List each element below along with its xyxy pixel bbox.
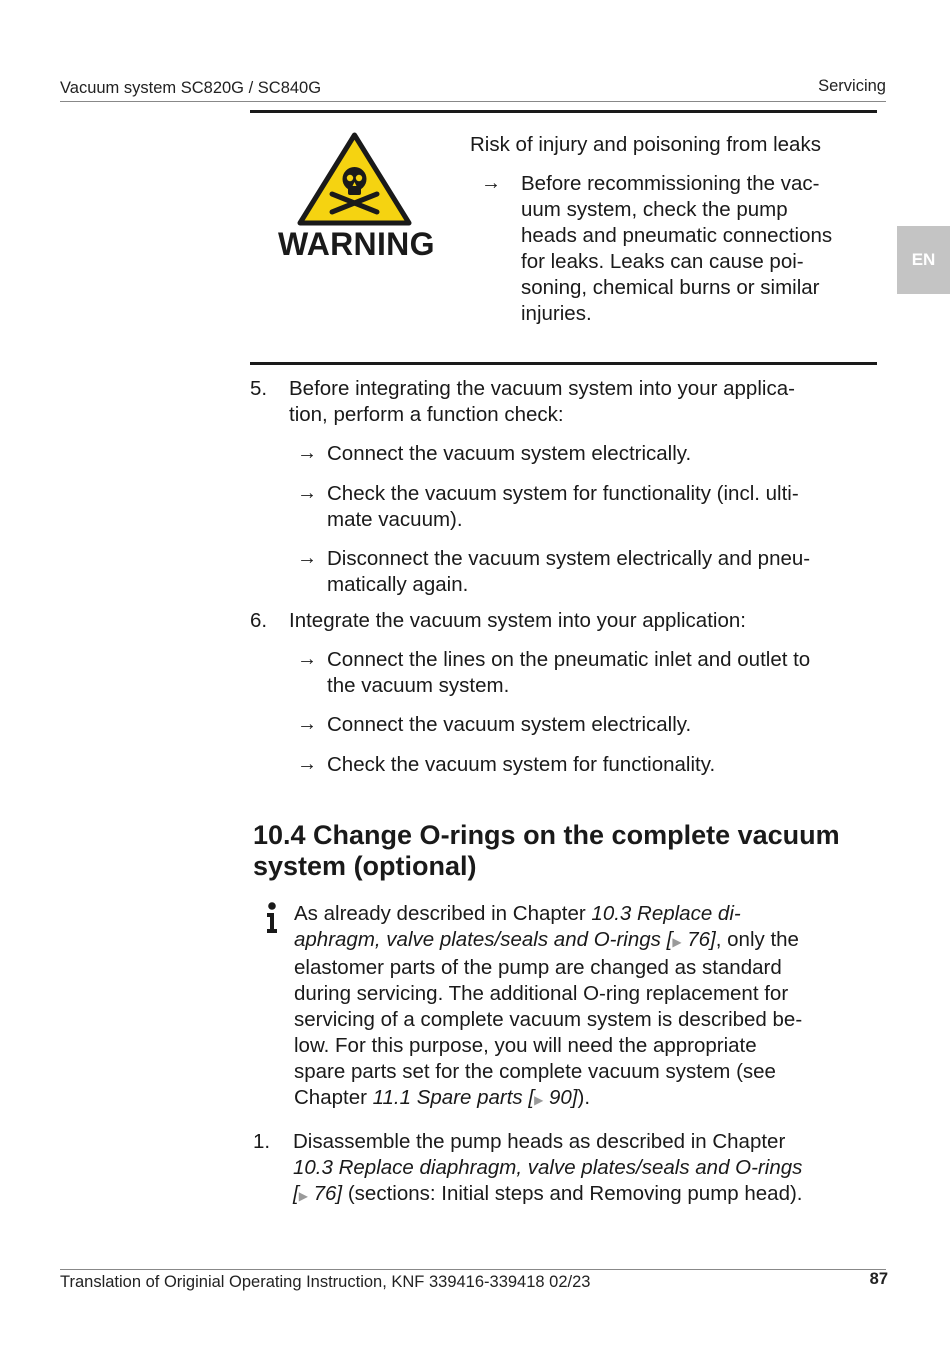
language-tab: EN [897, 226, 950, 294]
chapter-ref: aphragm, valve plates/seals and O-rings [ [294, 928, 673, 951]
info-text [294, 901, 874, 1113]
page-number: 87 [869, 1270, 888, 1288]
section-heading: 10.4 Change O-rings on the complete vacuum [253, 820, 840, 850]
substep-text: Connect the vacuum system electrically. [327, 713, 692, 736]
step-line: Disassemble the pump heads as described in Chapter [293, 1130, 786, 1153]
info-line [294, 1085, 874, 1113]
substep-text: Connect the lines on the pneumatic inlet and outlet to [327, 648, 811, 671]
warning-line: uum system, check the pump [521, 198, 788, 221]
warning-label: WARNING [278, 226, 435, 262]
page-ref-icon: ▶ [534, 1093, 544, 1107]
warning-line: soning, chemical burns or similar [521, 276, 820, 299]
substep-text: mate vacuum). [327, 508, 463, 531]
info-line: elastomer parts of the pump are changed as standard [294, 956, 782, 979]
chapter-ref: [ [293, 1182, 299, 1205]
text-run: Chapter [294, 1086, 373, 1109]
substep-text: matically again. [327, 573, 469, 596]
warning-line: injuries. [521, 302, 592, 325]
step-text: tion, perform a function check: [289, 403, 564, 426]
info-icon [264, 902, 280, 934]
substep-text: Check the vacuum system for functionality. [327, 753, 716, 776]
chapter-ref: 10.3 Replace diaphragm, valve plates/seals and O-rings [293, 1156, 803, 1179]
page-ref-icon: ▶ [298, 1189, 308, 1203]
arrow-icon: → [297, 547, 317, 569]
warning-line: Before recommissioning the vac- [521, 172, 820, 195]
info-line [294, 927, 874, 955]
text-run: (sections: Initial steps and Removing pump head). [342, 1182, 803, 1205]
arrow-icon: → [297, 713, 317, 735]
chapter-ref: 11.1 Spare parts [ [372, 1086, 535, 1109]
step-text: Integrate the vacuum system into your application: [289, 609, 746, 632]
page-ref-icon: ▶ [672, 935, 682, 949]
info-line: servicing of a complete vacuum system is described be- [294, 1008, 803, 1031]
arrow-icon: → [297, 482, 317, 504]
warning-title: Risk of injury and poisoning from leaks [470, 133, 821, 156]
warning-line: for leaks. Leaks can cause poi- [521, 250, 804, 273]
page-ref: 76] [307, 1182, 343, 1205]
step-number: 5. [250, 377, 268, 400]
info-line [294, 901, 874, 927]
info-line: low. For this purpose, you will need the appropriate [294, 1034, 757, 1057]
step-text: Before integrating the vacuum system into your applica- [289, 377, 795, 400]
footer-rule [60, 1269, 886, 1270]
substep-text: the vacuum system. [327, 674, 510, 697]
info-line: spare parts set for the complete vacuum system (see [294, 1060, 776, 1083]
step-line [293, 1155, 873, 1181]
arrow-icon: → [297, 442, 317, 464]
substep-text: Disconnect the vacuum system electrically and pneu- [327, 547, 811, 570]
warning-bottom-rule [250, 362, 877, 365]
step-number: 1. [253, 1130, 271, 1153]
section-heading: system (optional) [253, 851, 477, 881]
text-run: , only the [715, 928, 799, 951]
skull-warning-icon [297, 132, 412, 226]
step-text [293, 1129, 873, 1209]
header-section: Servicing [818, 77, 886, 95]
footer-text: Translation of Originial Operating Instruction, KNF 339416-339418 02/23 [60, 1273, 591, 1291]
arrow-icon: → [481, 172, 501, 194]
substep-text: Check the vacuum system for functionality (incl. ulti- [327, 482, 799, 505]
info-line: during servicing. The additional O-ring replacement for [294, 982, 789, 1005]
arrow-icon: → [297, 753, 317, 775]
chapter-ref: 10.3 Replace di- [591, 902, 741, 925]
step-line [293, 1181, 873, 1209]
header-title: Vacuum system SC820G / SC840G [60, 79, 322, 97]
step-number: 6. [250, 609, 268, 632]
warning-line: heads and pneumatic connections [521, 224, 833, 247]
text-run: ). [577, 1086, 591, 1109]
page-ref: 76] [681, 928, 716, 951]
header-rule [60, 101, 886, 102]
text-run: As already described in Chapter [294, 902, 592, 925]
warning-text [521, 171, 832, 327]
arrow-icon: → [297, 648, 317, 670]
substep-text: Connect the vacuum system electrically. [327, 442, 692, 465]
page-ref: 90] [543, 1086, 578, 1109]
warning-top-rule [250, 110, 877, 113]
